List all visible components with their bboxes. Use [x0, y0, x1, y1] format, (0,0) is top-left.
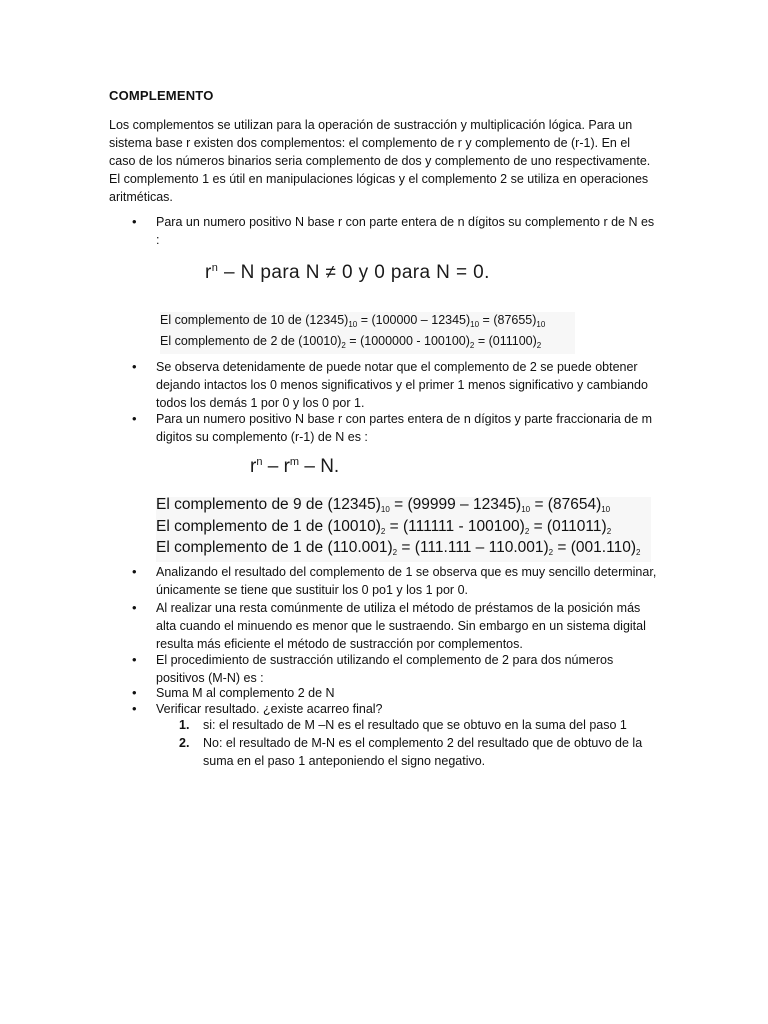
list-item-text: Analizando el resultado del complemento de 1 se observa que es muy sencillo determinar, únicamente se tiene que sustituir los 0 po1 y los 1 por 0. [156, 565, 657, 597]
item-number: 1. [179, 718, 190, 732]
list-item [132, 563, 661, 599]
example-text: = (1000000 - 100100) [345, 334, 470, 348]
section-title: COMPLEMENTO [109, 88, 214, 103]
example-subscript: 2 [536, 341, 542, 350]
example-line [156, 497, 651, 519]
list-item-text: Se observa detenidamente de puede notar que el complemento de 2 se puede obtener dejando intactos los 0 menos significativos y el primer 1 menos significativo y cambiando todos los demás 1 por 0 y los 0 por 1. [156, 360, 648, 410]
formula-exponent: m [289, 456, 300, 468]
example-line [160, 333, 575, 354]
list-item [132, 213, 661, 249]
list-item [132, 651, 661, 687]
example-subscript: 10 [470, 320, 480, 329]
list-item-text: Suma M al complemento 2 de N [156, 686, 335, 700]
example-text: El complemento de 9 de (12345) [156, 496, 381, 513]
list-item-text: Para un numero positivo N base r con parte entera de n dígitos su complemento r de N es : [156, 215, 655, 247]
intro-paragraph: Los complementos se utilizan para la operación de sustracción y multiplicación lógica. Para un sistema base r existen dos complementos: el complemento de r y complemento de (r-1). En el caso de los números binarios seria complemento de dos y complemento de uno respectivamente. El complemento 1 es útil en manipulaciones lógicas y el complemento 2 se utiliza en operaciones aritméticas. [109, 118, 651, 204]
example-subscript: 2 [380, 526, 386, 536]
example-text: = (111.111 – 110.001) [397, 539, 549, 556]
example-subscript: 2 [635, 548, 641, 557]
example-text: El complemento de 2 de (10010) [160, 334, 342, 348]
example-text: = (011100) [474, 334, 537, 348]
example-block-r-complement [160, 312, 575, 354]
bullet-icon: • [132, 685, 137, 700]
bullet-icon: • [132, 214, 137, 229]
example-subscript: 2 [341, 341, 346, 350]
example-line [160, 312, 575, 333]
item-number: 2. [179, 736, 190, 750]
example-text: = (99999 – 12345) [389, 496, 522, 513]
formula-r-minus-one-complement [250, 456, 339, 478]
example-subscript: 10 [380, 505, 390, 514]
example-subscript: 10 [536, 320, 546, 329]
list-item [132, 410, 661, 446]
example-text: = (111111 - 100100) [385, 517, 525, 535]
formula-base: r [250, 456, 257, 477]
example-subscript: 10 [348, 320, 358, 329]
bullet-icon: • [132, 411, 137, 426]
example-subscript: 10 [601, 505, 611, 514]
example-line [156, 540, 651, 562]
formula-text: – r [262, 456, 290, 477]
bullet-icon: • [132, 701, 137, 716]
example-subscript: 2 [392, 548, 398, 557]
formula-text: – N. [299, 456, 340, 477]
example-text: El complemento de 1 de (110.001) [156, 539, 393, 556]
numbered-item [179, 716, 673, 734]
example-text: = (011011) [529, 517, 607, 535]
example-text: = (001.110) [553, 539, 636, 556]
example-block-r-minus-one-complement [156, 497, 651, 562]
list-item-text: Al realizar una resta comúnmente de utiliza el método de préstamos de la posición más alta cuando el minuendo es menor que le sustraendo. Sin embargo en un sistema digital resulta más eficiente el método de sustracción por complementos. [156, 601, 646, 651]
formula-base: r [205, 262, 212, 283]
list-item-text: Para un numero positivo N base r con partes entera de n dígitos y parte fraccionaria de m digitos su complemento (r-1) de N es : [156, 412, 653, 444]
example-text: El complemento de 1 de (10010) [156, 517, 381, 535]
formula-exponent: n [256, 456, 263, 468]
example-text: = (87654) [530, 496, 602, 513]
formula-text: – N para N ≠ 0 y 0 para N = 0. [218, 262, 490, 283]
example-subscript: 2 [606, 526, 612, 536]
numbered-item-text: si: el resultado de M –N es el resultado que se obtuvo en la suma del paso 1 [203, 718, 627, 732]
list-item-text: El procedimiento de sustracción utilizando el complemento de 2 para dos números positivos (M-N) es : [156, 653, 614, 685]
example-subscript: 10 [521, 505, 531, 514]
example-subscript: 2 [524, 526, 530, 536]
bullet-icon: • [132, 564, 137, 579]
list-item-text: Verificar resultado. ¿existe acarreo final? [156, 702, 383, 716]
example-text: El complemento de 10 de (12345) [160, 313, 349, 327]
formula-r-complement [205, 262, 490, 284]
numbered-item-text: No: el resultado de M-N es el complemento 2 del resultado que de obtuvo de la suma en el paso 1 anteponiendo el signo negativo. [203, 736, 643, 768]
formula-exponent: n [211, 262, 219, 274]
example-subscript: 2 [548, 548, 554, 557]
example-subscript: 2 [469, 341, 475, 350]
example-text: = (87655) [479, 313, 537, 327]
list-item [132, 599, 661, 653]
bullet-icon: • [132, 652, 137, 667]
bullet-icon: • [132, 359, 137, 374]
example-text: = (100000 – 12345) [357, 313, 471, 327]
bullet-icon: • [132, 600, 137, 615]
numbered-item [179, 734, 673, 770]
example-line [156, 519, 651, 541]
list-item [132, 358, 661, 412]
